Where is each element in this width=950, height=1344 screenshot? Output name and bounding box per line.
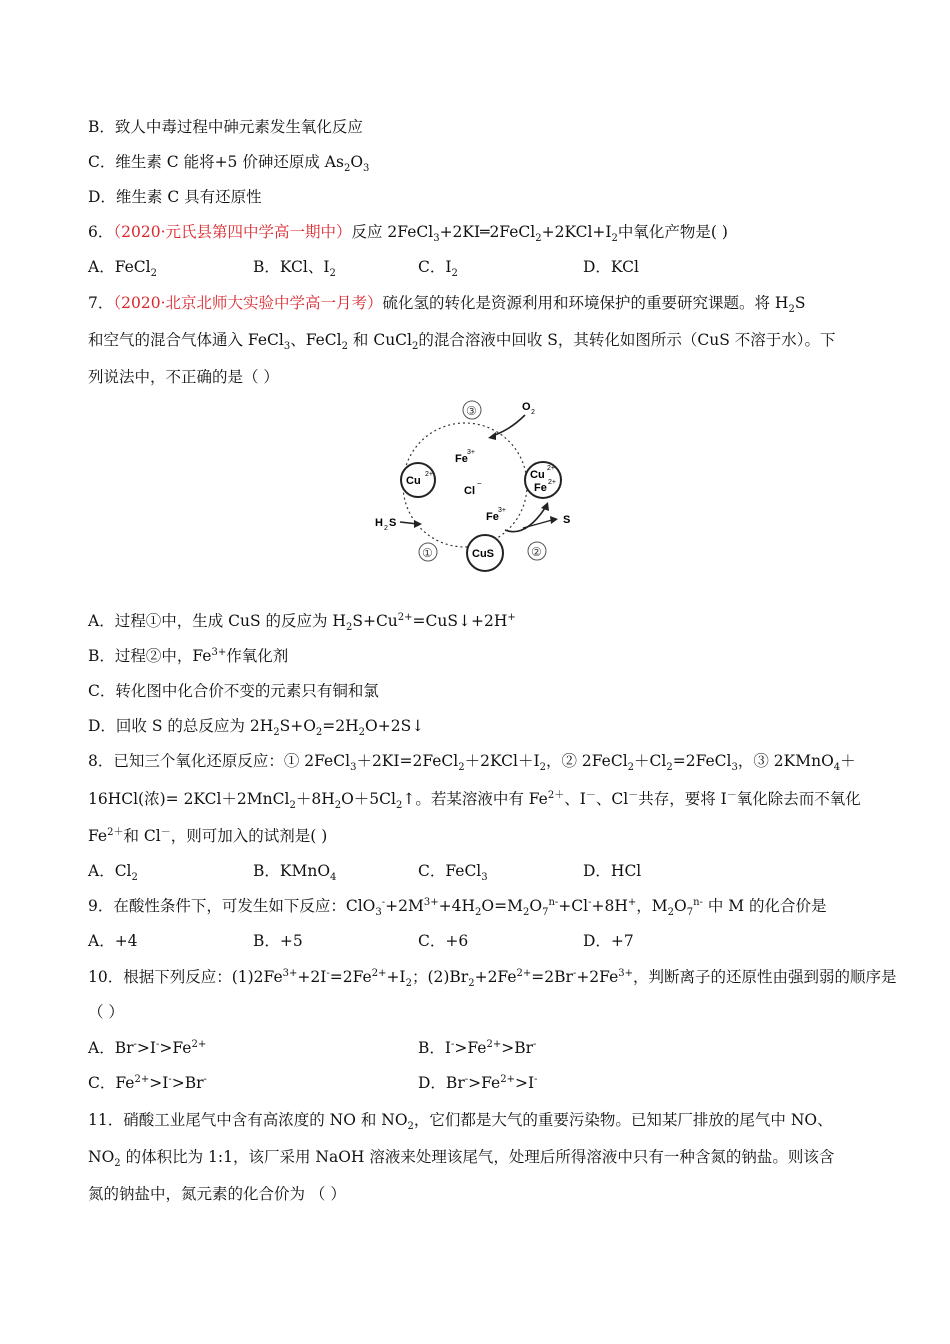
q5-option-c: C．维生素 C 能将+5 价砷还原成 $As_2O_3$ <box>88 153 370 175</box>
fe3-top-label: Fe <box>455 453 468 465</box>
q11-stem-line1: 11．硝酸工业尾气中含有高浓度的 NO 和 $NO_2$，它们都是大气的重要污染物。已知某厂排放的尾气中 NO、 <box>88 1111 833 1133</box>
q7-option-b: B．过程②中，$Fe^{3+}$作氧化剂 <box>88 646 289 665</box>
q10-option-b: B．$I^->Fe^{2+}>Br^-$ <box>418 1038 537 1057</box>
q11-stem-line2: $NO_2$ 的体积比为 1:1，该厂采用 NaOH 溶液来处理该尾气，处理后所得溶液中只有一种含氮的钠盐。则该含 <box>88 1148 835 1170</box>
q7-stem-line3: 列说法中，不正确的是（ ） <box>88 368 279 386</box>
q10-stem: 10．根据下列反应：$(1)2Fe^{3+}+2I^-=2Fe^{2+}+I_2$；$(2)Br_2+2Fe^{2+}=2Br^-+2Fe^{3+}$，判断离子的还原性由强到弱的顺序是 <box>88 967 897 990</box>
q8-stem-line2: 16HCl(浓)= $2KCl+2MnCl_2+8H_2O+5Cl_2↑$。若某溶液中有 $Fe^{2+}$、I－、Cl－共存，要将 I－氧化除去而不氧化 <box>88 789 861 812</box>
q6-option-a: A．FeCl$_2$ <box>88 258 157 280</box>
q6-option-c: C．$I_2$ <box>418 258 458 280</box>
fe3-mid-label: Fe <box>486 511 499 523</box>
q7-source: （2020·北京北师大实验中学高一月考） <box>113 294 383 312</box>
q9-option-d: D．+7 <box>583 932 634 950</box>
q8-stem-line3: $Fe^{2+}$和 Cl－，则可加入的试剂是( ) <box>88 826 328 845</box>
svg-text:2+: 2+ <box>547 465 555 472</box>
svg-text:3+: 3+ <box>498 507 506 514</box>
q10-option-a: A．$Br^->I^->Fe^{2+}$ <box>88 1038 207 1057</box>
q6-stem: 6．（2020·元氏县第四中学高一期中）反应 $2FeCl_3+2KI═2FeCl_2+2KCl+I_2$中氧化产物是( ) <box>88 223 728 245</box>
q9-option-c: C．+6 <box>418 932 469 950</box>
svg-text:−: − <box>477 479 482 488</box>
cus-label: CuS <box>472 548 494 560</box>
q6-source: （2020·元氏县第四中学高一期中） <box>113 223 352 241</box>
o2-label: O <box>522 401 531 413</box>
q5-option-d: D．维生素 C 具有还原性 <box>88 188 262 206</box>
q8-stem-line1: 8．已知三个氧化还原反应：① $2FeCl_3+2KI=2FeCl_2+2KCl+I_2$，② $2FeCl_2+Cl_2=2FeCl_3$，③ 2KMnO$_4$＋ <box>88 752 856 774</box>
fe-right-label: Fe <box>534 482 547 494</box>
q7-stem-line2: 和空气的混合气体通入 FeCl$_3$、FeCl$_2$ 和 CuCl$_2$的混合溶液中回收 S，其转化如图所示（CuS 不溶于水）。下 <box>88 331 836 353</box>
q9-option-b: B．+5 <box>253 932 303 950</box>
q9-stem: 9．在酸性条件下，可发生如下反应：$ClO_3^-+2M^{3+}+4H_2O=M_2O_7^{n-}+Cl^-+8H^+$，$M_2O_7^{n-}$ 中 M 的化合价是 <box>88 896 827 919</box>
svg-text:2: 2 <box>531 409 535 416</box>
q8-option-d: D．HCl <box>583 862 642 880</box>
q10-paren: （ ） <box>88 1003 124 1021</box>
q5-option-b: B．致人中毒过程中砷元素发生氧化反应 <box>88 118 363 136</box>
step-1-marker: ① <box>422 546 433 560</box>
svg-text:2+: 2+ <box>548 479 556 486</box>
q7-option-a: A．过程①中，生成 CuS 的反应为 $H_2S+Cu^{2+}=CuS↓+2H^+$ <box>88 611 516 634</box>
svg-text:2: 2 <box>384 525 388 532</box>
q7-conversion-diagram <box>360 390 580 580</box>
q8-option-b: B．KMnO$_4$ <box>253 862 337 884</box>
cu-right-label: Cu <box>530 469 545 481</box>
svg-text:2+: 2+ <box>425 471 433 478</box>
q10-option-d: D．$Br^->Fe^{2+}>I^-$ <box>418 1073 538 1092</box>
q7-option-d: D．回收 S 的总反应为 $2H_2S+O_2=2H_2O+2S↓$ <box>88 717 425 739</box>
q9-option-a: A．+4 <box>88 932 138 950</box>
step-2-marker: ② <box>531 545 542 559</box>
h2s-label: H <box>375 517 383 529</box>
q6-option-b: B．KCl、$I_2$ <box>253 258 336 280</box>
step-3-marker: ③ <box>466 404 477 418</box>
cu-left-label: Cu <box>406 475 421 487</box>
svg-text:S: S <box>389 517 397 529</box>
q11-stem-line3: 氮的钠盐中，氮元素的化合价为 （ ） <box>88 1185 346 1203</box>
q8-option-c: C．FeCl$_3$ <box>418 862 488 884</box>
q10-option-c: C．$Fe^{2+}>I^->Br^-$ <box>88 1073 207 1092</box>
cl-label: Cl <box>464 485 475 497</box>
q7-stem-line1: 7．（2020·北京北师大实验中学高一月考）硫化氢的转化是资源利用和环境保护的重要研究课题。将 $H_2S$ <box>88 294 806 316</box>
q6-option-d: D．KCl <box>583 258 639 276</box>
q8-option-a: A．$Cl_2$ <box>88 862 138 884</box>
svg-text:3+: 3+ <box>467 449 475 456</box>
s-label: S <box>563 514 571 526</box>
q7-option-c: C．转化图中化合价不变的元素只有铜和氯 <box>88 682 379 700</box>
